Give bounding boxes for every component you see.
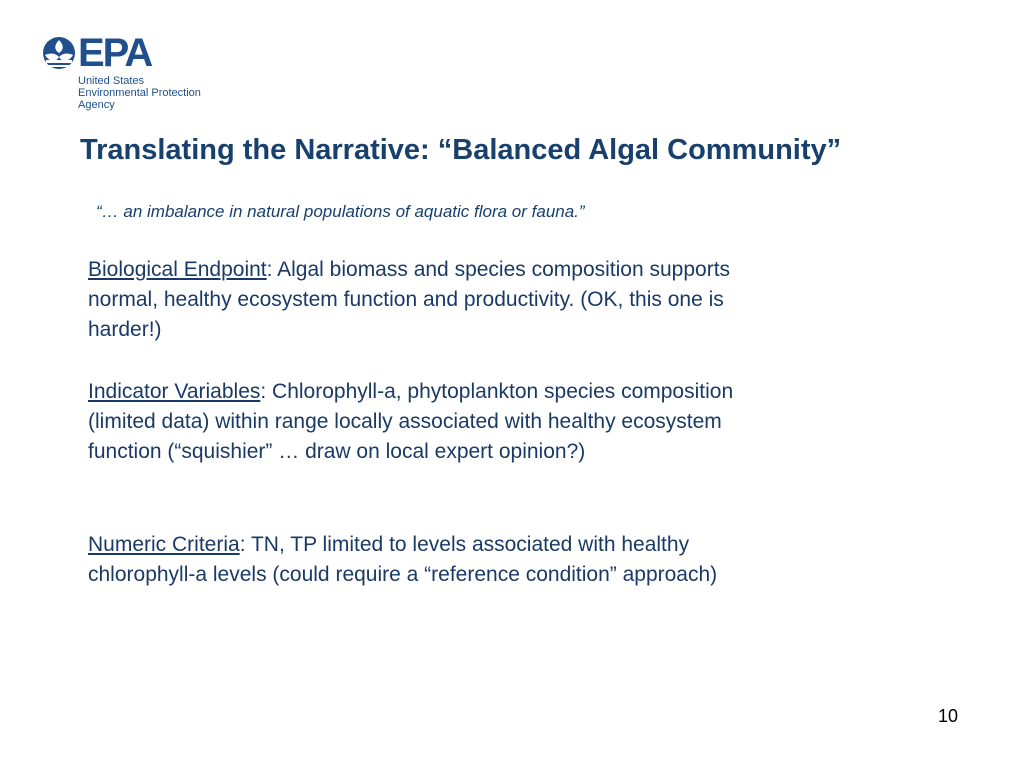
- page-number: 10: [938, 706, 959, 726]
- section-term: Numeric Criteria: [88, 533, 240, 556]
- agency-name-line-3: Agency: [78, 99, 115, 111]
- section-text: : Chlorophyll-a, phytoplankton species composition (limited data) within range locally associated with healthy ecosystem function (“squishier” … draw on local expert opinion?): [88, 380, 734, 463]
- section-text: : Algal biomass and species composition supports normal, healthy ecosystem function and productivity. (OK, this one is harder!): [88, 258, 731, 341]
- section-indicator-variables: [88, 377, 758, 467]
- epa-flower-icon: [42, 36, 76, 70]
- narrative-quote: “… an imbalance in natural populations of aquatic flora or fauna.”: [96, 202, 585, 221]
- section-text: : TN, TP limited to levels associated with healthy chlorophyll-a levels (could require a “reference condition” approach): [88, 533, 718, 586]
- slide-title: Translating the Narrative: “Balanced Algal Community”: [80, 134, 842, 166]
- section-numeric-criteria: [88, 530, 758, 590]
- section-biological-endpoint: [88, 255, 758, 345]
- agency-name-line-2: Environmental Protection: [78, 87, 201, 99]
- agency-name-line-1: United States: [78, 75, 145, 87]
- epa-logo: [42, 31, 242, 116]
- section-term: Indicator Variables: [88, 380, 261, 403]
- section-term: Biological Endpoint: [88, 258, 267, 281]
- epa-wordmark: EPA: [78, 31, 152, 75]
